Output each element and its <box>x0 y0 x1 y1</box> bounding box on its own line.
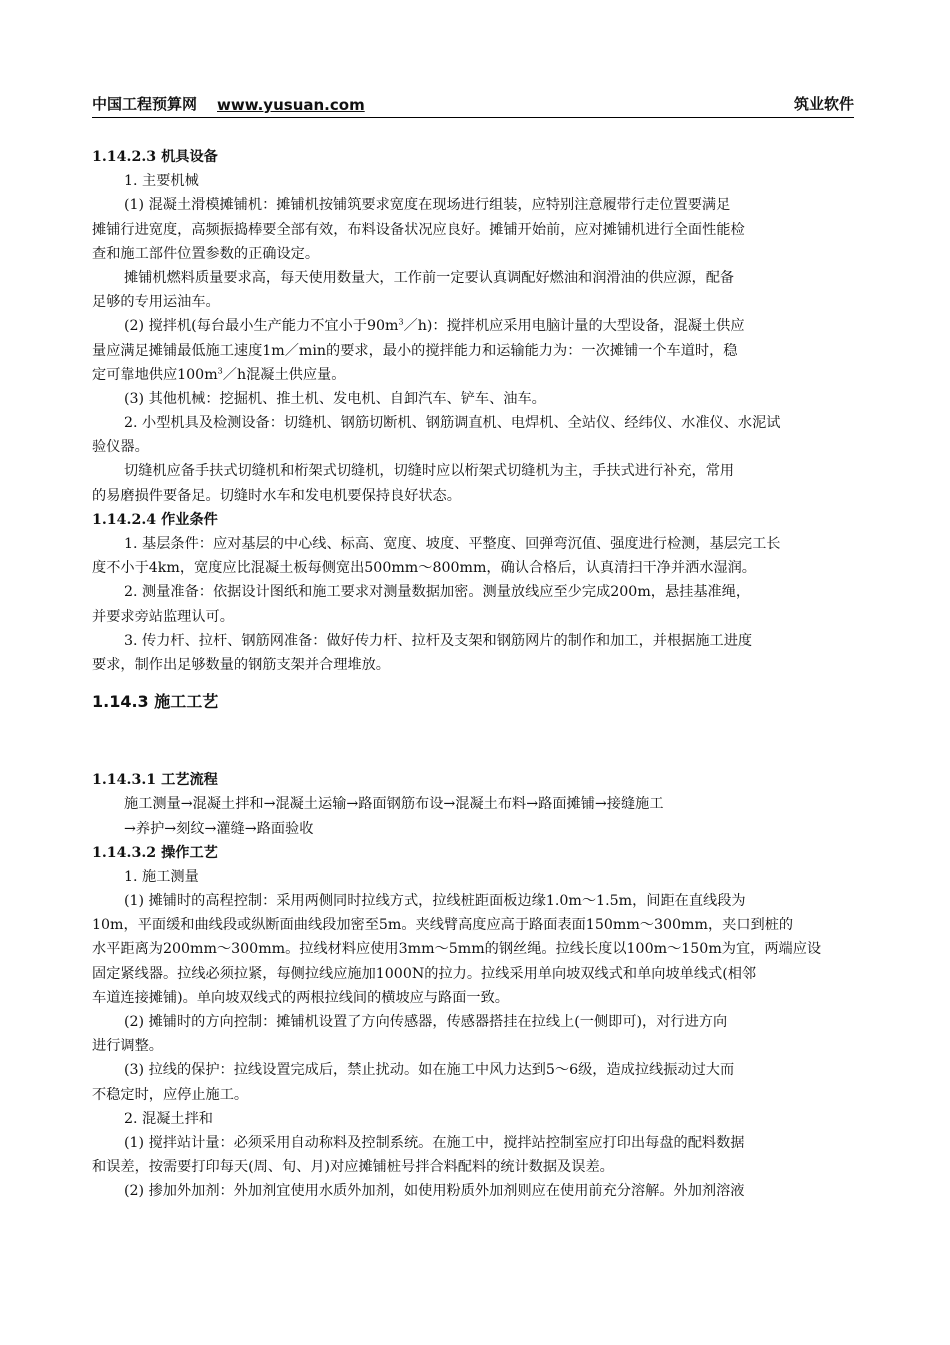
text-line: 要求，制作出足够数量的钢筋支架并合理堆放。 <box>92 656 390 673</box>
text-line: 水平距离为200mm～300mm。拉线材料应使用3mm～5mm的钢丝绳。拉线长度以100m～150m为宜，两端应设 <box>92 941 822 958</box>
text-line: 进行调整。 <box>92 1038 163 1055</box>
text-line: 2. 测量准备：依据设计图纸和施工要求对测量数据加密。测量放线应至少完成200m，悬挂基准绳， <box>124 584 751 601</box>
text-line: 3. 传力杆、拉杆、钢筋网准备：做好传力杆、拉杆及支架和钢筋网片的制作和加工，并根据施工进度 <box>124 632 753 649</box>
text-line: (2) 搅拌机(每台最小生产能力不宜小于$90m^3/h$)：搅拌机应采用电脑计量的大型设备，混凝土供应 <box>124 317 745 335</box>
text-line: (3) 其他机械：挖掘机、推土机、发电机、自卸汽车、铲车、油车。 <box>124 390 546 407</box>
text-line: 2. 小型机具及检测设备：切缝机、钢筋切断机、钢筋调直机、电焊机、全站仪、经纬仪、水准仪、水泥试 <box>124 415 781 432</box>
text-line: 10m，平面缓和曲线段或纵断面曲线段加密至5m。夹线臂高度应高于路面表面150mm～300mm，夹口到桩的 <box>92 917 794 934</box>
text-line: 2. 混凝土拌和 <box>124 1110 213 1127</box>
text-line: 摊铺行进宽度，高频振捣棒要全部有效，布料设备状况应良好。摊铺开始前，应对摊铺机进行全面性能检 <box>92 221 745 238</box>
text-line: 施工测量→混凝土拌和→混凝土运输→路面钢筋布设→混凝土布料→路面摊铺→接缝施工 <box>124 796 664 813</box>
text-line: 的易磨损件要备足。切缝时水车和发电机要保持良好状态。 <box>92 487 461 504</box>
text-line: 1. 基层条件：应对基层的中心线、标高、宽度、坡度、平整度、回弹弯沉值、强度进行检测，基层完工长 <box>124 536 781 552</box>
header-site-name: 中国工程预算网 <box>92 95 198 113</box>
text-line: (1) 混凝土滑模摊铺机：摊铺机按铺筑要求宽度在现场进行组装，应特别注意履带行走位置要满足 <box>124 197 731 214</box>
text-line: (1) 搅拌站计量：必须采用自动称料及控制系统。在施工中，搅拌站控制室应打印出每盘的配料数据 <box>124 1134 745 1151</box>
text-line: (2) 掺加外加剂：外加剂宜使用水质外加剂，如使用粉质外加剂则应在使用前充分溶解。外加剂溶液 <box>124 1183 745 1200</box>
section-heading: 1.14.3.1 工艺流程 <box>92 772 218 789</box>
text-line: (3) 拉线的保护：拉线设置完成后，禁止扰动。如在施工中风力达到5～6级，造成拉线振动过大而 <box>124 1062 735 1079</box>
header-url-link[interactable]: www.yusuan.com <box>217 96 365 114</box>
text-line: (2) 摊铺时的方向控制：摊铺机设置了方向传感器，传感器搭挂在拉线上(一侧即可)，对行进方向 <box>124 1014 728 1030</box>
chapter-heading: 1.14.3 施工工艺 <box>92 692 219 712</box>
section-heading: 1.14.2.4 作业条件 <box>92 511 218 528</box>
spacer <box>92 713 860 768</box>
text-line: 验仪器。 <box>92 439 149 456</box>
header-brand: 筑业软件 <box>793 95 854 113</box>
document-body <box>92 145 860 1204</box>
section-heading: 1.14.2.3 机具设备 <box>92 149 218 165</box>
text-line: 查和施工部件位置参数的正确设定。 <box>92 245 320 262</box>
text-line: 摊铺机燃料质量要求高，每天使用数量大，工作前一定要认真调配好燃油和润滑油的供应源，配备 <box>124 269 735 286</box>
section-heading: 1.14.3.2 操作工艺 <box>92 844 218 861</box>
text-line: 度不小于4km，宽度应比混凝土板每侧宽出500mm～800mm，确认合格后，认真清扫干净并洒水湿润。 <box>92 560 756 577</box>
text-line: 1. 主要机械 <box>124 173 199 190</box>
text-line: 定可靠地供应$100m^3/h$混凝土供应量。 <box>92 365 346 383</box>
page-header <box>92 93 854 118</box>
text-line: 并要求旁站监理认可。 <box>92 608 234 625</box>
text-line: 1. 施工测量 <box>124 868 199 885</box>
text-line: 切缝机应备手扶式切缝机和桁架式切缝机，切缝时应以桁架式切缝机为主，手扶式进行补充，常用 <box>124 463 735 480</box>
text-line: →养护→刻纹→灌缝→路面验收 <box>124 820 314 837</box>
text-line: 和误差，按需要打印每天(周、旬、月)对应摊铺桩号拌合料配料的统计数据及误差。 <box>92 1159 614 1176</box>
text-line: 量应满足摊铺最低施工速度1m／min的要求，最小的搅拌能力和运输能力为：一次摊铺一个车道时，稳 <box>92 342 738 359</box>
text-line: 固定紧线器。拉线必须拉紧，每侧拉线应施加1000N的拉力。拉线采用单向坡双线式和单向坡单线式(相邻 <box>92 965 757 982</box>
text-line: 不稳定时，应停止施工。 <box>92 1086 249 1103</box>
text-line: 车道连接摊铺)。单向坡双线式的两根拉线间的横坡应与路面一致。 <box>92 989 509 1006</box>
text-line: 足够的专用运油车。 <box>92 294 220 311</box>
text-line: (1) 摊铺时的高程控制：采用两侧同时拉线方式，拉线桩距面板边缘1.0m～1.5m，间距在直线段为 <box>124 893 746 910</box>
